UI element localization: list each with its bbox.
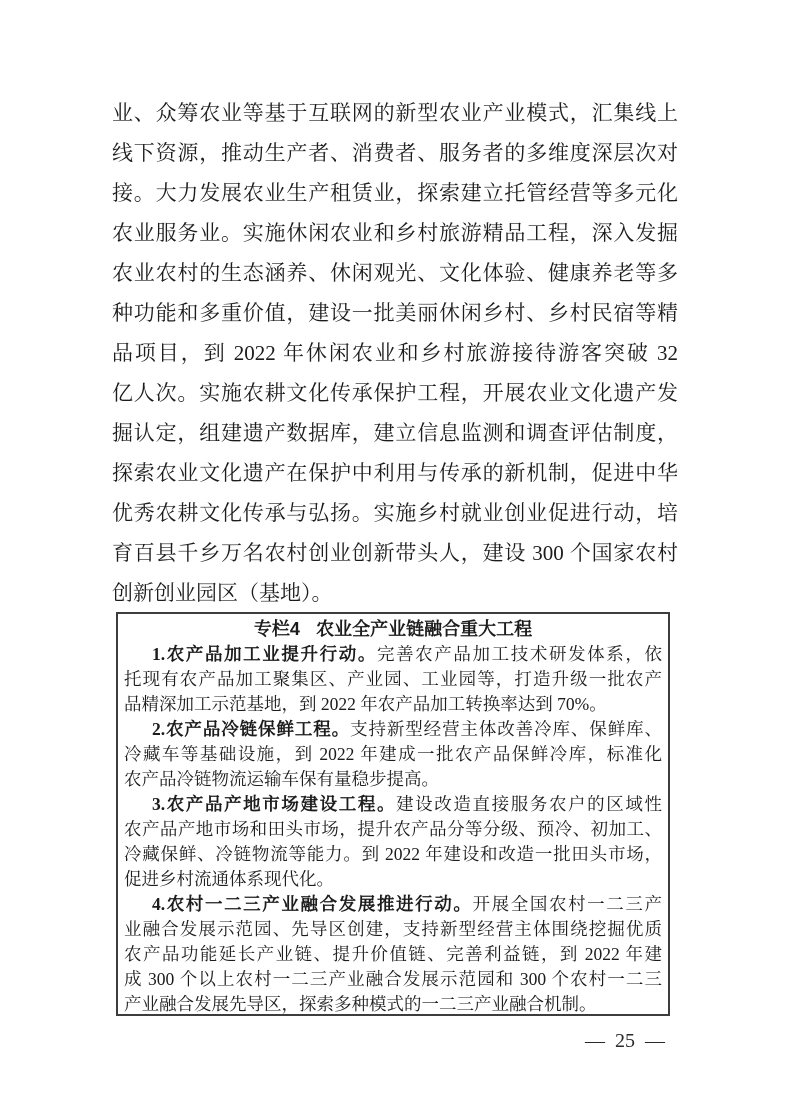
panel-line: 促进乡村流通体系现代化。 (124, 869, 334, 889)
panel-item (124, 792, 662, 892)
panel-items (124, 642, 662, 1017)
body-line: 农业农村的生态涵养、休闲观光、文化体验、健康养老等多 (112, 261, 678, 285)
body-line: 线下资源，推动生产者、消费者、服务者的多维度深层次对 (112, 141, 678, 165)
panel-column-4 (116, 612, 670, 1016)
page-number-dash-left: — (585, 1030, 605, 1052)
panel-line: 品精深加工示范基地，到 2022 年农产品加工转换率达到 70%。 (124, 694, 607, 714)
body-line: 种功能和多重价值，建设一批美丽休闲乡村、乡村民宿等精 (112, 301, 678, 325)
body-line: 育百县千乡万名农村创业创新带头人，建设 300 个国家农村 (112, 541, 678, 565)
panel-line: 3.农产品产地市场建设工程。建设改造直接服务农户的区域性 (152, 794, 662, 814)
panel-title (124, 616, 662, 642)
body-line: 接。大力发展农业生产租赁业，探索建立托管经营等多元化 (112, 181, 678, 205)
panel-line: 1.农产品加工业提升行动。完善农产品加工技术研发体系，依 (152, 644, 662, 664)
page-number (580, 1030, 670, 1053)
panel-line: 业融合发展示范园、先导区创建，支持新型经营主体围绕挖掘优质 (124, 919, 662, 939)
panel-line: 4.农村一二三产业融合发展推进行动。开展全国农村一二三产 (152, 894, 662, 914)
body-line: 探索农业文化遗产在保护中利用与传承的新机制，促进中华 (112, 461, 678, 485)
panel-line: 冷藏保鲜、冷链物流等能力。到 2022 年建设和改造一批田头市场， (124, 844, 662, 864)
panel-label: 专栏4 (253, 619, 300, 639)
panel-title-text: 农业全产业链融合重大工程 (316, 619, 533, 639)
panel-line: 农产品冷链物流运输车保有量稳步提高。 (124, 769, 439, 789)
panel-item (124, 642, 662, 717)
body-line: 业、众筹农业等基于互联网的新型农业产业模式，汇集线上 (112, 101, 678, 125)
panel-item (124, 892, 662, 1017)
panel-item-lead: 2.农产品冷链保鲜工程。 (152, 719, 351, 739)
body-line: 农业服务业。实施休闲农业和乡村旅游精品工程，深入发掘 (112, 221, 678, 245)
panel-line: 成 300 个以上农村一二三产业融合发展示范园和 300 个农村一二三 (124, 969, 662, 989)
panel-item-lead: 4.农村一二三产业融合发展推进行动。 (152, 894, 473, 914)
body-line: 掘认定，组建遗产数据库，建立信息监测和调查评估制度， (112, 421, 678, 445)
panel-line: 农产品产地市场和田头市场，提升农产品分等分级、预冷、初加工、 (124, 819, 662, 839)
body-line: 创新创业园区（基地）。 (112, 581, 333, 605)
panel-line: 2.农产品冷链保鲜工程。支持新型经营主体改善冷库、保鲜库、 (152, 719, 662, 739)
panel-item-lead: 3.农产品产地市场建设工程。 (152, 794, 397, 814)
panel-line: 托现有农产品加工聚集区、产业园、工业园等，打造升级一批农产 (124, 669, 662, 689)
panel-item (124, 717, 662, 792)
body-line: 优秀农耕文化传承与弘扬。实施乡村就业创业促进行动，培 (112, 501, 678, 525)
panel-line: 农产品功能延长产业链、提升价值链、完善利益链，到 2022 年建 (124, 944, 662, 964)
page-number-value: 25 (615, 1030, 635, 1052)
panel-item-lead: 1.农产品加工业提升行动。 (152, 644, 377, 664)
body-line: 亿人次。实施农耕文化传承保护工程，开展农业文化遗产发 (112, 381, 678, 405)
body-paragraph (112, 93, 678, 613)
panel-line: 冷藏车等基础设施，到 2022 年建成一批农产品保鲜冷库，标准化 (124, 744, 662, 764)
body-line: 品项目，到 2022 年休闲农业和乡村旅游接待游客突破 32 (112, 341, 678, 365)
page-number-dash-right: — (645, 1030, 665, 1052)
panel-line: 产业融合发展先导区，探索多种模式的一二三产业融合机制。 (124, 994, 597, 1014)
